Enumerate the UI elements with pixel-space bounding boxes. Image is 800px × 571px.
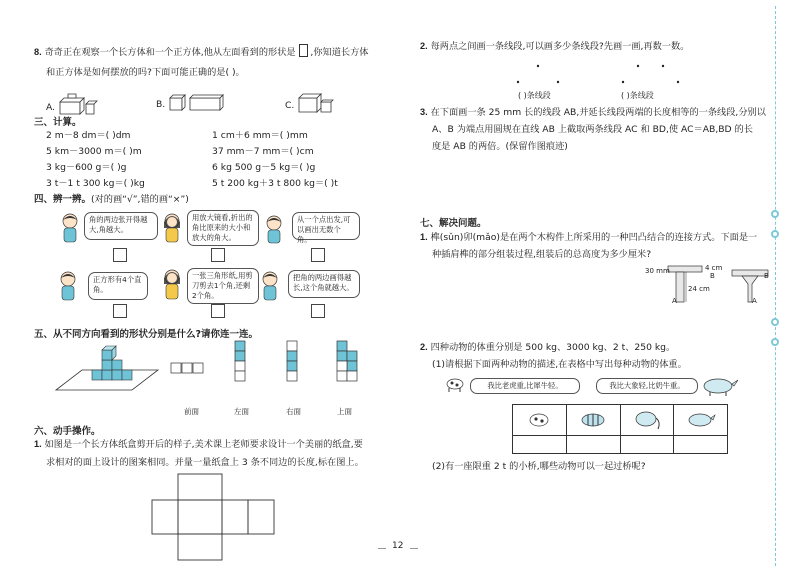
sec7-q1-line1 [420, 231, 757, 244]
girl-avatar-icon [160, 268, 184, 302]
label-left: 左面 [234, 407, 249, 416]
sec7-q1-number: 1. [420, 232, 428, 242]
cow-icon [444, 376, 466, 392]
q8-number: 8. [34, 47, 42, 57]
label-a-1: A [672, 297, 677, 305]
answer-box-4[interactable] [113, 304, 127, 318]
front-view-shape-icon [170, 362, 204, 374]
bubble-4: 正方形有4个直角。 [88, 272, 148, 300]
calc-4-1: 3 t－1 t 300 kg＝( )kg [46, 178, 145, 189]
cube-arrangement-icon [52, 340, 162, 396]
tiger-icon [579, 411, 607, 429]
weight-input-rhino[interactable] [674, 436, 727, 454]
label-front: 前面 [184, 407, 199, 416]
animal-weight-table [512, 404, 728, 454]
r-q3-line2: A、B 为端点用圆规在直线 AB 上截取两条线段 AC 和 BD,使 AC＝AB,BD 的长 [432, 124, 753, 135]
q8-text-b: ,你知道长方体 [310, 47, 369, 58]
r-q2-text: 每两点之间画一条线段,可以画多少条线段?先画一画,再数一数。 [430, 41, 690, 52]
q8-text-a: 奇奇正在观察一个长方体和一个正方体,他从左面看到的形状是 [44, 47, 296, 58]
margin-dashed-line [775, 6, 776, 566]
page-number: 12 [392, 541, 404, 551]
table-cell-elephant [621, 405, 675, 435]
weight-input-elephant[interactable] [621, 436, 675, 454]
label-b-1: B [710, 272, 715, 280]
boy-avatar-icon [56, 270, 80, 302]
girl-avatar-icon [160, 212, 184, 244]
weight-input-tiger[interactable] [567, 436, 621, 454]
option-b-cubes-icon [168, 92, 228, 112]
section-6-title: 六、动手操作。 [34, 426, 101, 437]
q8-option-b[interactable] [156, 92, 228, 112]
left-view-shape-icon [299, 44, 308, 57]
r-q3-line1 [420, 106, 766, 119]
margin-dot [771, 338, 779, 346]
rhino-icon [700, 374, 740, 396]
label-a-2: A [752, 297, 757, 305]
calc-4-2: 5 t 200 kg＋3 t 800 kg＝( )t [212, 178, 338, 189]
sec7-q1-text: 榫(sǔn)卯(mǎo)是在两个木构件上所采用的一种凹凸结合的连接方式。下面是一 [430, 232, 758, 243]
dim-24cm: 24 cm [688, 285, 710, 293]
answer-box-2[interactable] [211, 248, 225, 262]
sec7-q2-sub1: (1)请根据下面两种动物的描述,在表格中写出每种动物的体重。 [432, 359, 687, 370]
margin-dot [771, 210, 779, 218]
r-q3-line3: 度是 AB 的两倍。(保留作图痕迹) [432, 141, 568, 152]
footer-rule-left [378, 548, 386, 549]
option-a-cubes-icon [58, 92, 98, 116]
dim-4cm: 4 cm [705, 264, 723, 272]
sec7-q1-line2: 种插肩榫的部分组装过程,组装后的总高度为多少厘米? [432, 249, 652, 260]
label-b-2: B [764, 272, 769, 280]
elephant-icon [632, 410, 662, 430]
footer-rule-right [410, 548, 418, 549]
calc-3-2: 6 kg 500 g－5 kg＝( )g [212, 162, 316, 173]
calc-2-2: 37 mm－7 mm＝( )cm [212, 146, 314, 157]
option-b-label: B. [156, 99, 166, 110]
cow-icon [527, 411, 551, 429]
option-c-label: C. [285, 100, 295, 111]
answer-box-5[interactable] [211, 304, 225, 318]
sec6-q1-line2: 求相对的面上设计的图案相同。并量一量纸盒上 3 条不同边的长度,标在图上。 [46, 457, 364, 468]
table-cell-rhino [674, 405, 727, 435]
section-3-title: 三、计算。 [34, 117, 82, 128]
r-q2-answer-2[interactable]: ( )条线段 [621, 91, 654, 100]
r-q2-line [420, 40, 689, 53]
option-c-cubes-icon [297, 92, 337, 114]
top-view-shape-icon [336, 340, 368, 382]
section-4-header [34, 193, 189, 206]
option-a-label: A. [46, 102, 56, 113]
sec7-q2-number: 2. [420, 342, 428, 352]
bubble-5: 一张三角形纸,用剪刀剪去1个角,还剩2个角。 [187, 268, 259, 304]
q8-option-c[interactable] [285, 92, 337, 114]
r-q3-text: 在下面画一条 25 mm 长的线段 AB,并延长线段两端的长度相等的一条线段,分别以 [430, 107, 766, 118]
r-q3-number: 3. [420, 107, 428, 117]
answer-box-6[interactable] [311, 304, 325, 318]
bubble-2: 用放大镜看,折出的角比原来的大小和放大的角大。 [187, 210, 259, 246]
boy-avatar-icon [58, 212, 82, 244]
bubble-1: 角的两边张开得越大,角越大。 [84, 212, 158, 240]
label-top: 上面 [337, 407, 352, 416]
q8-option-a[interactable] [46, 92, 98, 116]
sec6-q1-number: 1. [34, 439, 42, 449]
box-net-diagram [148, 470, 278, 562]
bubble-animal-1: 我比老虎重,比犀牛轻。 [470, 378, 580, 394]
q8-line1 [34, 44, 368, 59]
table-cell-cow [513, 405, 567, 435]
r-q2-answer-1[interactable]: ( )条线段 [518, 91, 551, 100]
sec6-q1-text: 如图是一个长方体纸盒剪开后的样子,美术课上老师要求设计一个美丽的纸盒,要 [44, 439, 363, 450]
answer-box-3[interactable] [311, 248, 325, 262]
label-right: 右面 [286, 407, 301, 416]
section-4-title: 四、辨一辨。 [34, 194, 92, 205]
weight-input-cow[interactable] [513, 436, 567, 454]
boy-avatar-icon [262, 214, 286, 244]
calc-1-2: 1 cm＋6 mm＝( )mm [212, 130, 308, 141]
bubble-3: 从一个点出发,可以画出无数个角。 [292, 212, 360, 240]
sec7-q2-line [420, 341, 675, 354]
margin-dot [771, 318, 779, 326]
calc-1-1: 2 m－8 dm＝( )dm [46, 130, 131, 141]
right-view-shape-icon [286, 340, 300, 382]
calc-3-1: 3 kg－600 g＝( )g [46, 162, 127, 173]
bubble-animal-2: 我比大象轻,比奶牛重。 [596, 378, 698, 394]
boy-avatar-icon [258, 270, 282, 302]
r-q2-number: 2. [420, 41, 428, 51]
sec7-q2-sub2: (2)有一座限重 2 t 的小桥,哪些动物可以一起过桥呢? [432, 461, 646, 472]
table-cell-tiger [567, 405, 621, 435]
margin-dot [771, 230, 779, 238]
sec6-q1-line1 [34, 438, 363, 451]
rhino-icon [686, 411, 716, 429]
dim-30mm: 30 mm [645, 267, 670, 275]
section-4-hint: (对的画“√”,错的画“×”) [91, 194, 189, 205]
bubble-6: 把角的两边画得越长,这个角就越大。 [288, 270, 360, 298]
answer-box-1[interactable] [113, 248, 127, 262]
points-diagram [508, 62, 688, 88]
left-view-shape-icon [234, 340, 248, 382]
section-7-title: 七、解决问题。 [420, 218, 487, 229]
section-5-title: 五、从不同方向看到的形状分别是什么?请你连一连。 [34, 329, 259, 340]
calc-2-1: 5 km－3000 m＝( )m [46, 146, 142, 157]
sec7-q2-text: 四种动物的体重分别是 500 kg、3000 kg、2 t、250 kg。 [430, 342, 676, 353]
q8-line2: 和正方体是如何摆放的吗?下面可能正确的是( )。 [46, 67, 245, 78]
